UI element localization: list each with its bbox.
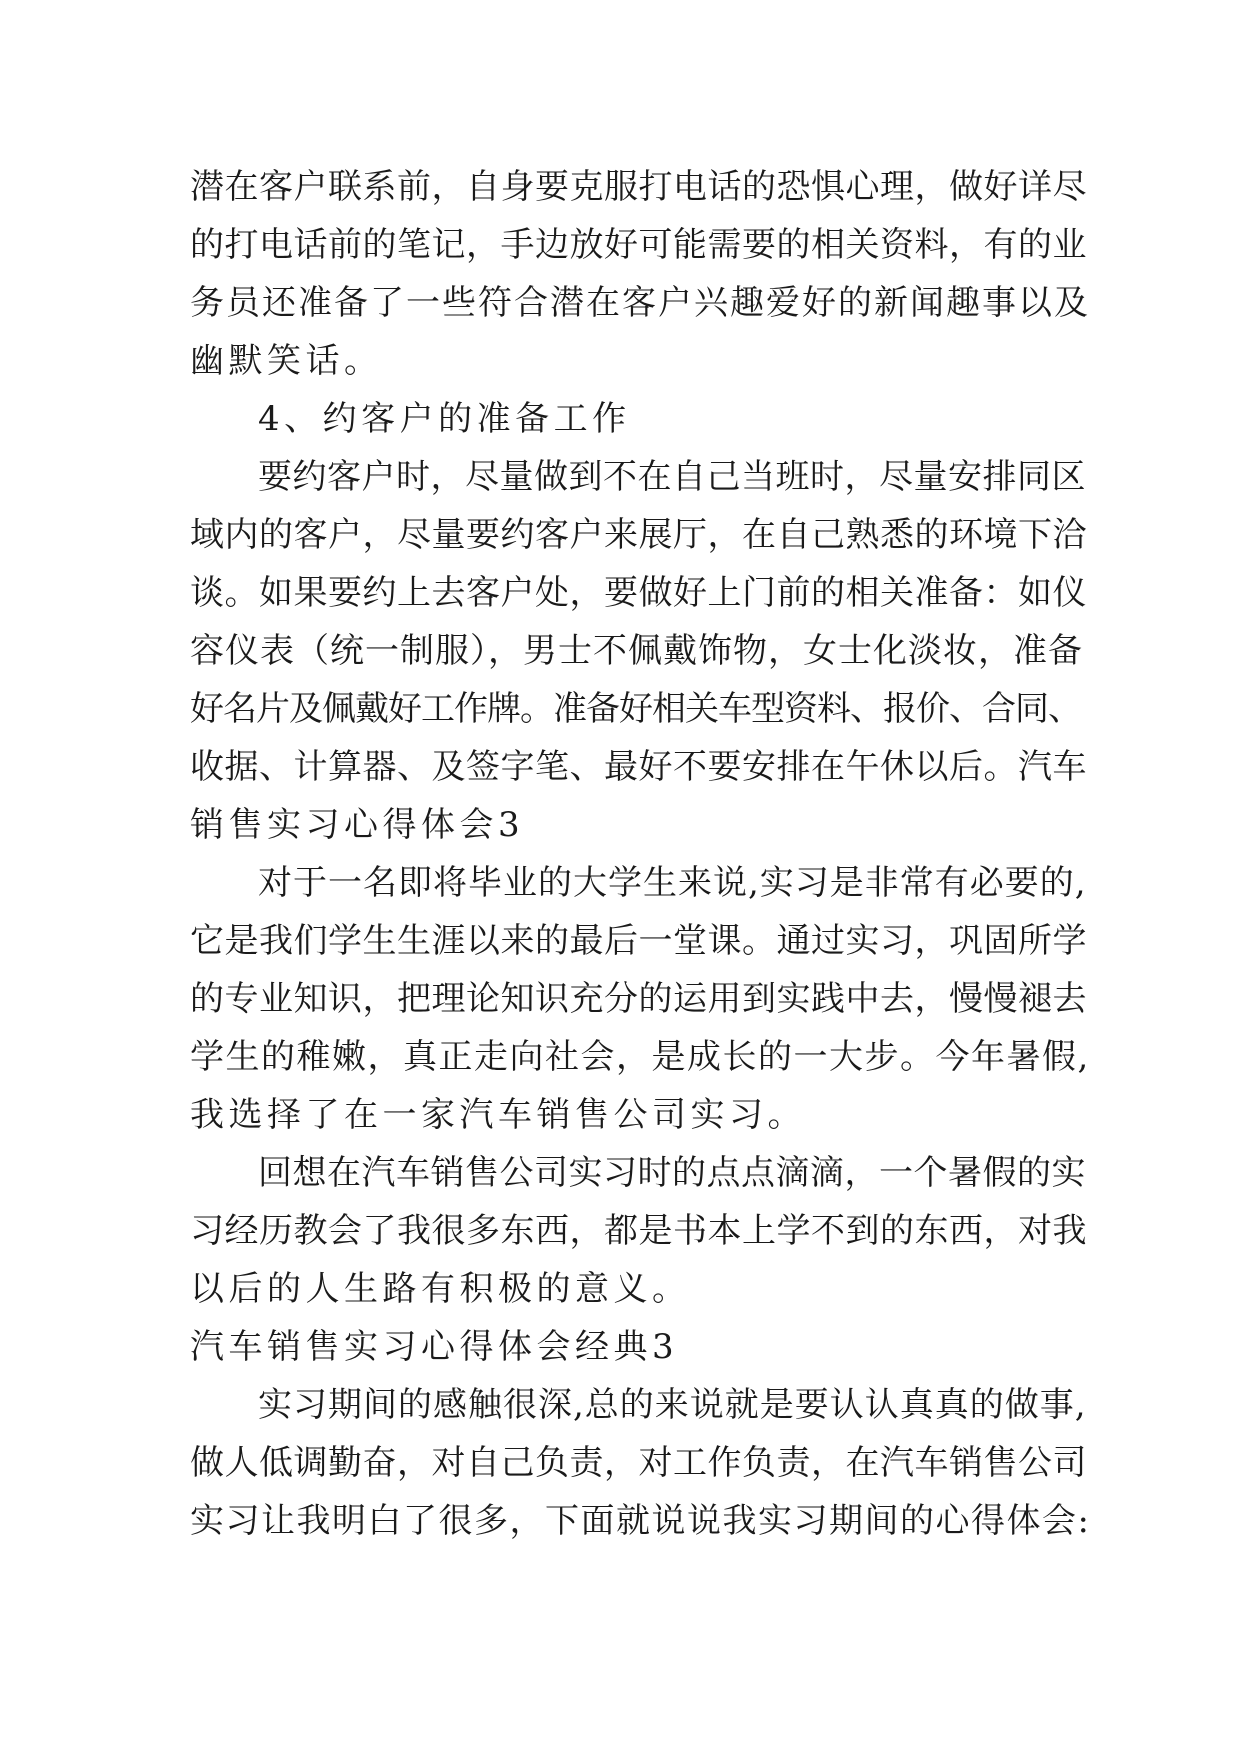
paragraph-line: 潜在客户联系前，自身要克服打电话的恐惧心理，做好详尽 (190, 167, 1087, 207)
section-heading: 4、约客户的准备工作 (258, 399, 631, 439)
paragraph-line: 务员还准备了一些符合潜在客户兴趣爱好的新闻趣事以及 (190, 283, 1090, 323)
section-title: 汽车销售实习心得体会经典3 (190, 1327, 679, 1367)
paragraph-line: 习经历教会了我很多东西，都是书本上学不到的东西，对我 (190, 1211, 1087, 1251)
paragraph-line: 域内的客户，尽量要约客户来展厅，在自己熟悉的环境下洽 (190, 515, 1087, 555)
paragraph-line: 谈。如果要约上去客户处，要做好上门前的相关准备：如仪 (190, 573, 1087, 613)
section-title: 销售实习心得体会3 (190, 805, 525, 845)
paragraph-line: 实习期间的感触很深,总的来说就是要认认真真的做事, (258, 1385, 1087, 1425)
paragraph-line: 做人低调勤奋，对自己负责，对工作负责，在汽车销售公司 (190, 1443, 1087, 1483)
paragraph-line: 收据、计算器、及签字笔、最好不要安排在午休以后。汽车 (190, 747, 1087, 787)
paragraph-line: 好名片及佩戴好工作牌。准备好相关车型资料、报价、合同、 (190, 689, 1081, 729)
paragraph-line: 学生的稚嫩，真正走向社会，是成长的一大步。今年暑假, (190, 1037, 1090, 1077)
paragraph-line: 我选择了在一家汽车销售公司实习。 (190, 1095, 806, 1135)
paragraph-line: 它是我们学生生涯以来的最后一堂课。通过实习，巩固所学 (190, 921, 1087, 961)
paragraph-line: 对于一名即将毕业的大学生来说,实习是非常有必要的, (258, 863, 1087, 903)
paragraph-line: 回想在汽车销售公司实习时的点点滴滴，一个暑假的实 (258, 1153, 1086, 1193)
paragraph-line: 的打电话前的笔记，手边放好可能需要的相关资料，有的业 (190, 225, 1087, 265)
paragraph-line: 实习让我明白了很多，下面就说说我实习期间的心得体会: (190, 1501, 1091, 1541)
paragraph-line: 以后的人生路有积极的意义。 (190, 1269, 691, 1309)
paragraph-line: 要约客户时，尽量做到不在自己当班时，尽量安排同区 (258, 457, 1086, 497)
paragraph-line: 的专业知识，把理论知识充分的运用到实践中去，慢慢褪去 (190, 979, 1087, 1019)
paragraph-line: 幽默笑话。 (190, 341, 383, 381)
paragraph-line: 容仪表（统一制服），男士不佩戴饰物，女士化淡妆，准备 (190, 631, 1083, 671)
